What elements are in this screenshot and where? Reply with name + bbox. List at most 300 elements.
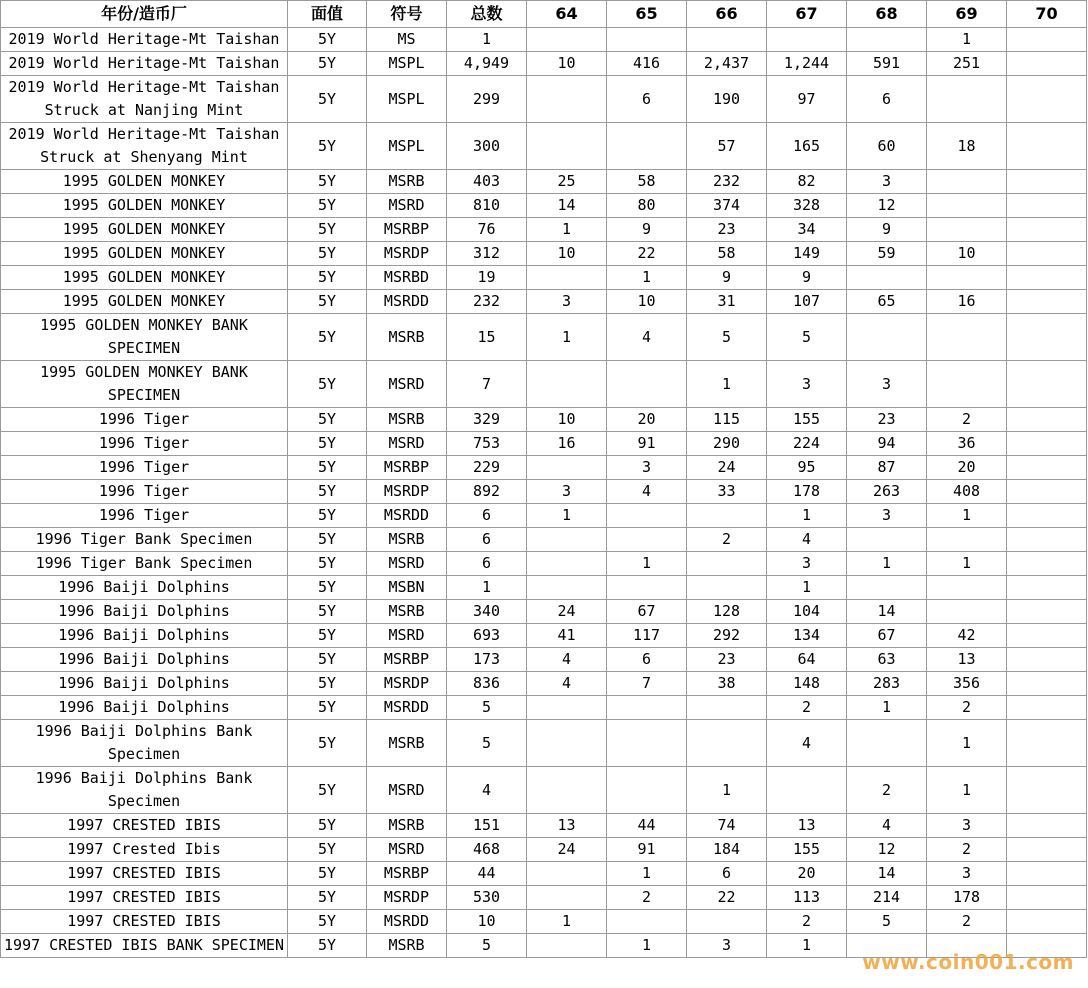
cell-denomination: 5Y — [288, 266, 367, 290]
cell-grade-70 — [1007, 504, 1087, 528]
cell-grade-68: 3 — [847, 361, 927, 408]
cell-grade-66: 232 — [687, 170, 767, 194]
cell-designation: MSRD — [367, 361, 447, 408]
cell-grade-67: 155 — [767, 838, 847, 862]
cell-grade-69: 16 — [927, 290, 1007, 314]
cell-designation: MSPL — [367, 52, 447, 76]
cell-denomination: 5Y — [288, 528, 367, 552]
cell-grade-66: 9 — [687, 266, 767, 290]
cell-total: 6 — [447, 528, 527, 552]
cell-grade-66: 74 — [687, 814, 767, 838]
cell-grade-64 — [527, 720, 607, 767]
cell-grade-64: 10 — [527, 242, 607, 266]
cell-grade-67: 3 — [767, 361, 847, 408]
cell-designation: MSRB — [367, 170, 447, 194]
header-grade-68: 68 — [847, 1, 927, 28]
cell-grade-66 — [687, 910, 767, 934]
cell-name: 1996 Baiji Dolphins — [1, 600, 288, 624]
cell-denomination: 5Y — [288, 720, 367, 767]
cell-grade-64 — [527, 361, 607, 408]
cell-denomination: 5Y — [288, 28, 367, 52]
cell-grade-64 — [527, 76, 607, 123]
cell-grade-70 — [1007, 576, 1087, 600]
cell-grade-66: 22 — [687, 886, 767, 910]
cell-total: 5 — [447, 696, 527, 720]
cell-grade-68: 263 — [847, 480, 927, 504]
table-row — [1, 504, 1087, 528]
cell-grade-64: 1 — [527, 504, 607, 528]
cell-total: 299 — [447, 76, 527, 123]
cell-grade-64: 4 — [527, 648, 607, 672]
cell-total: 232 — [447, 290, 527, 314]
cell-designation: MSRB — [367, 600, 447, 624]
cell-denomination: 5Y — [288, 242, 367, 266]
cell-grade-69: 2 — [927, 838, 1007, 862]
cell-grade-64: 24 — [527, 838, 607, 862]
cell-grade-65: 58 — [607, 170, 687, 194]
table-row — [1, 218, 1087, 242]
cell-grade-67 — [767, 767, 847, 814]
header-row — [1, 1, 1087, 28]
cell-grade-69: 1 — [927, 767, 1007, 814]
cell-grade-64 — [527, 552, 607, 576]
cell-designation: MSRBP — [367, 456, 447, 480]
cell-grade-68: 65 — [847, 290, 927, 314]
cell-grade-70 — [1007, 432, 1087, 456]
cell-grade-69: 1 — [927, 504, 1007, 528]
cell-total: 5 — [447, 934, 527, 958]
cell-grade-70 — [1007, 170, 1087, 194]
cell-grade-66: 2,437 — [687, 52, 767, 76]
table-row — [1, 886, 1087, 910]
table-row — [1, 696, 1087, 720]
cell-denomination: 5Y — [288, 456, 367, 480]
cell-grade-67: 4 — [767, 528, 847, 552]
cell-grade-68: 23 — [847, 408, 927, 432]
cell-grade-70 — [1007, 767, 1087, 814]
cell-designation: MSRDP — [367, 672, 447, 696]
cell-total: 173 — [447, 648, 527, 672]
cell-grade-64 — [527, 28, 607, 52]
cell-total: 5 — [447, 720, 527, 767]
cell-grade-67: 134 — [767, 624, 847, 648]
cell-grade-66: 1 — [687, 767, 767, 814]
cell-total: 300 — [447, 123, 527, 170]
header-grade-69: 69 — [927, 1, 1007, 28]
cell-grade-64 — [527, 456, 607, 480]
watermark: www.coin001.com — [862, 950, 1074, 974]
cell-grade-68: 2 — [847, 767, 927, 814]
cell-grade-69: 3 — [927, 814, 1007, 838]
cell-grade-65: 91 — [607, 432, 687, 456]
table-row — [1, 528, 1087, 552]
cell-designation: MSRDD — [367, 910, 447, 934]
cell-denomination: 5Y — [288, 767, 367, 814]
cell-grade-66 — [687, 552, 767, 576]
cell-name: 1997 CRESTED IBIS — [1, 886, 288, 910]
cell-total: 19 — [447, 266, 527, 290]
cell-denomination: 5Y — [288, 672, 367, 696]
cell-grade-68: 94 — [847, 432, 927, 456]
cell-grade-64: 41 — [527, 624, 607, 648]
cell-designation: MSRBP — [367, 648, 447, 672]
cell-total: 1 — [447, 576, 527, 600]
cell-grade-68: 283 — [847, 672, 927, 696]
cell-grade-65: 416 — [607, 52, 687, 76]
cell-name: 2019 World Heritage-Mt Taishan — [1, 52, 288, 76]
cell-grade-70 — [1007, 528, 1087, 552]
cell-grade-69: 1 — [927, 552, 1007, 576]
cell-denomination: 5Y — [288, 624, 367, 648]
cell-name: 1996 Tiger — [1, 504, 288, 528]
cell-grade-69: 356 — [927, 672, 1007, 696]
cell-grade-65: 4 — [607, 480, 687, 504]
cell-denomination: 5Y — [288, 218, 367, 242]
cell-total: 468 — [447, 838, 527, 862]
cell-grade-68: 63 — [847, 648, 927, 672]
cell-grade-65: 1 — [607, 862, 687, 886]
table-row — [1, 838, 1087, 862]
table-row — [1, 408, 1087, 432]
cell-grade-64: 13 — [527, 814, 607, 838]
cell-grade-67: 5 — [767, 314, 847, 361]
cell-grade-66: 31 — [687, 290, 767, 314]
cell-denomination: 5Y — [288, 361, 367, 408]
cell-grade-70 — [1007, 123, 1087, 170]
table-row — [1, 194, 1087, 218]
cell-grade-65 — [607, 720, 687, 767]
cell-grade-65 — [607, 504, 687, 528]
cell-grade-67: 107 — [767, 290, 847, 314]
cell-grade-64: 4 — [527, 672, 607, 696]
cell-grade-64 — [527, 576, 607, 600]
cell-total: 15 — [447, 314, 527, 361]
cell-grade-65: 6 — [607, 76, 687, 123]
cell-grade-64 — [527, 767, 607, 814]
cell-name: 1995 GOLDEN MONKEY BANK SPECIMEN — [1, 314, 288, 361]
cell-total: 693 — [447, 624, 527, 648]
cell-grade-65: 117 — [607, 624, 687, 648]
cell-grade-65: 2 — [607, 886, 687, 910]
cell-grade-68: 6 — [847, 76, 927, 123]
cell-grade-68 — [847, 576, 927, 600]
cell-grade-64: 1 — [527, 314, 607, 361]
cell-designation: MSBN — [367, 576, 447, 600]
cell-grade-66 — [687, 504, 767, 528]
cell-total: 4,949 — [447, 52, 527, 76]
cell-grade-69 — [927, 576, 1007, 600]
cell-grade-66: 374 — [687, 194, 767, 218]
cell-grade-65: 10 — [607, 290, 687, 314]
cell-grade-66: 292 — [687, 624, 767, 648]
cell-grade-67: 1,244 — [767, 52, 847, 76]
cell-grade-68: 1 — [847, 552, 927, 576]
cell-grade-65: 7 — [607, 672, 687, 696]
cell-grade-69 — [927, 528, 1007, 552]
cell-grade-64: 25 — [527, 170, 607, 194]
cell-grade-66: 190 — [687, 76, 767, 123]
cell-grade-68: 60 — [847, 123, 927, 170]
cell-grade-67: 20 — [767, 862, 847, 886]
cell-grade-66: 24 — [687, 456, 767, 480]
cell-grade-65: 91 — [607, 838, 687, 862]
cell-grade-70 — [1007, 194, 1087, 218]
cell-grade-67: 113 — [767, 886, 847, 910]
cell-designation: MSRB — [367, 528, 447, 552]
cell-denomination: 5Y — [288, 170, 367, 194]
cell-name: 1995 GOLDEN MONKEY BANK SPECIMEN — [1, 361, 288, 408]
cell-total: 6 — [447, 552, 527, 576]
cell-grade-66 — [687, 720, 767, 767]
cell-total: 1 — [447, 28, 527, 52]
cell-grade-67: 1 — [767, 504, 847, 528]
cell-denomination: 5Y — [288, 910, 367, 934]
cell-grade-70 — [1007, 242, 1087, 266]
table-body — [1, 28, 1087, 958]
cell-total: 340 — [447, 600, 527, 624]
cell-grade-66: 6 — [687, 862, 767, 886]
table-row — [1, 76, 1087, 123]
cell-total: 229 — [447, 456, 527, 480]
cell-total: 403 — [447, 170, 527, 194]
cell-grade-65: 9 — [607, 218, 687, 242]
cell-designation: MSPL — [367, 76, 447, 123]
cell-grade-69: 2 — [927, 910, 1007, 934]
cell-name: 1995 GOLDEN MONKEY — [1, 266, 288, 290]
cell-designation: MSRDD — [367, 290, 447, 314]
cell-grade-70 — [1007, 52, 1087, 76]
cell-grade-66: 2 — [687, 528, 767, 552]
cell-grade-69: 2 — [927, 408, 1007, 432]
cell-designation: MSRBP — [367, 218, 447, 242]
header-grade-66: 66 — [687, 1, 767, 28]
cell-designation: MSPL — [367, 123, 447, 170]
cell-grade-69: 20 — [927, 456, 1007, 480]
cell-name: 1996 Baiji Dolphins — [1, 696, 288, 720]
cell-grade-64 — [527, 862, 607, 886]
cell-grade-67: 4 — [767, 720, 847, 767]
cell-grade-70 — [1007, 314, 1087, 361]
table-row — [1, 814, 1087, 838]
cell-grade-66: 23 — [687, 648, 767, 672]
cell-grade-65 — [607, 123, 687, 170]
cell-name: 1995 GOLDEN MONKEY — [1, 242, 288, 266]
cell-grade-65 — [607, 910, 687, 934]
table-row — [1, 314, 1087, 361]
cell-grade-69 — [927, 194, 1007, 218]
cell-grade-67: 224 — [767, 432, 847, 456]
cell-name: 1996 Tiger — [1, 432, 288, 456]
cell-grade-68 — [847, 528, 927, 552]
cell-grade-69 — [927, 314, 1007, 361]
cell-grade-64: 1 — [527, 910, 607, 934]
cell-denomination: 5Y — [288, 934, 367, 958]
cell-designation: MSRB — [367, 814, 447, 838]
cell-grade-70 — [1007, 361, 1087, 408]
cell-grade-70 — [1007, 648, 1087, 672]
cell-grade-65: 67 — [607, 600, 687, 624]
cell-denomination: 5Y — [288, 290, 367, 314]
cell-grade-64: 10 — [527, 52, 607, 76]
cell-grade-66: 23 — [687, 218, 767, 242]
table-row — [1, 266, 1087, 290]
header-grade-64: 64 — [527, 1, 607, 28]
header-grade-65: 65 — [607, 1, 687, 28]
table-row — [1, 290, 1087, 314]
cell-grade-69 — [927, 218, 1007, 242]
cell-grade-70 — [1007, 862, 1087, 886]
cell-grade-69: 1 — [927, 28, 1007, 52]
cell-grade-65: 22 — [607, 242, 687, 266]
cell-name: 2019 World Heritage-Mt Taishan — [1, 28, 288, 52]
cell-denomination: 5Y — [288, 314, 367, 361]
table-row — [1, 600, 1087, 624]
cell-designation: MSRDD — [367, 696, 447, 720]
cell-name: 1995 GOLDEN MONKEY — [1, 290, 288, 314]
cell-grade-70 — [1007, 886, 1087, 910]
cell-name: 1996 Tiger — [1, 456, 288, 480]
table-row — [1, 52, 1087, 76]
cell-grade-67: 104 — [767, 600, 847, 624]
cell-grade-65: 3 — [607, 456, 687, 480]
cell-name: 1996 Tiger Bank Specimen — [1, 528, 288, 552]
cell-designation: MSRDP — [367, 886, 447, 910]
cell-grade-67: 95 — [767, 456, 847, 480]
cell-grade-69: 42 — [927, 624, 1007, 648]
cell-grade-67: 149 — [767, 242, 847, 266]
cell-denomination: 5Y — [288, 408, 367, 432]
cell-name: 1996 Tiger — [1, 408, 288, 432]
cell-designation: MS — [367, 28, 447, 52]
cell-grade-69: 3 — [927, 862, 1007, 886]
cell-grade-67: 328 — [767, 194, 847, 218]
cell-grade-69: 36 — [927, 432, 1007, 456]
cell-name: 1996 Baiji Dolphins — [1, 648, 288, 672]
cell-designation: MSRB — [367, 314, 447, 361]
cell-grade-66: 3 — [687, 934, 767, 958]
cell-denomination: 5Y — [288, 696, 367, 720]
cell-total: 6 — [447, 504, 527, 528]
cell-name: 1995 GOLDEN MONKEY — [1, 170, 288, 194]
table-row — [1, 170, 1087, 194]
cell-denomination: 5Y — [288, 814, 367, 838]
cell-grade-67: 178 — [767, 480, 847, 504]
cell-grade-69 — [927, 76, 1007, 123]
header-total: 总数 — [447, 1, 527, 28]
cell-denomination: 5Y — [288, 76, 367, 123]
cell-grade-70 — [1007, 672, 1087, 696]
cell-denomination: 5Y — [288, 432, 367, 456]
cell-grade-69: 408 — [927, 480, 1007, 504]
cell-grade-68: 3 — [847, 170, 927, 194]
cell-grade-69 — [927, 266, 1007, 290]
cell-designation: MSRB — [367, 934, 447, 958]
cell-designation: MSRD — [367, 767, 447, 814]
cell-grade-64 — [527, 886, 607, 910]
cell-grade-67: 2 — [767, 910, 847, 934]
cell-total: 810 — [447, 194, 527, 218]
cell-grade-69: 18 — [927, 123, 1007, 170]
cell-name: 2019 World Heritage-Mt Taishan Struck at Shenyang Mint — [1, 123, 288, 170]
cell-name: 1997 CRESTED IBIS — [1, 910, 288, 934]
cell-grade-64: 16 — [527, 432, 607, 456]
cell-grade-68: 14 — [847, 600, 927, 624]
table-row — [1, 432, 1087, 456]
cell-grade-64: 10 — [527, 408, 607, 432]
cell-grade-67: 1 — [767, 934, 847, 958]
cell-denomination: 5Y — [288, 194, 367, 218]
cell-grade-64 — [527, 934, 607, 958]
cell-total: 836 — [447, 672, 527, 696]
cell-grade-68: 4 — [847, 814, 927, 838]
header-year-mint: 年份/造币厂 — [1, 1, 288, 28]
header-grade-67: 67 — [767, 1, 847, 28]
cell-denomination: 5Y — [288, 886, 367, 910]
cell-grade-67: 82 — [767, 170, 847, 194]
cell-grade-66 — [687, 576, 767, 600]
cell-grade-70 — [1007, 456, 1087, 480]
cell-denomination: 5Y — [288, 480, 367, 504]
cell-grade-64: 24 — [527, 600, 607, 624]
cell-grade-68: 14 — [847, 862, 927, 886]
table-row — [1, 720, 1087, 767]
cell-total: 76 — [447, 218, 527, 242]
cell-designation: MSRDD — [367, 504, 447, 528]
cell-grade-68 — [847, 28, 927, 52]
cell-total: 329 — [447, 408, 527, 432]
cell-denomination: 5Y — [288, 648, 367, 672]
cell-grade-68: 12 — [847, 838, 927, 862]
cell-grade-67: 13 — [767, 814, 847, 838]
cell-grade-65: 4 — [607, 314, 687, 361]
cell-grade-64 — [527, 528, 607, 552]
cell-grade-65 — [607, 361, 687, 408]
cell-designation: MSRD — [367, 432, 447, 456]
cell-grade-68: 12 — [847, 194, 927, 218]
cell-grade-68: 59 — [847, 242, 927, 266]
table-row — [1, 480, 1087, 504]
cell-designation: MSRD — [367, 194, 447, 218]
cell-grade-68 — [847, 720, 927, 767]
cell-designation: MSRBP — [367, 862, 447, 886]
cell-grade-66: 58 — [687, 242, 767, 266]
table-row — [1, 242, 1087, 266]
cell-total: 44 — [447, 862, 527, 886]
cell-name: 1996 Tiger Bank Specimen — [1, 552, 288, 576]
cell-grade-66: 1 — [687, 361, 767, 408]
cell-grade-67 — [767, 28, 847, 52]
cell-grade-66 — [687, 28, 767, 52]
header-designation: 符号 — [367, 1, 447, 28]
table-row — [1, 672, 1087, 696]
cell-grade-66: 290 — [687, 432, 767, 456]
cell-name: 2019 World Heritage-Mt Taishan Struck at Nanjing Mint — [1, 76, 288, 123]
cell-grade-69: 251 — [927, 52, 1007, 76]
cell-designation: MSRDP — [367, 480, 447, 504]
cell-grade-69: 2 — [927, 696, 1007, 720]
header-grade-70: 70 — [1007, 1, 1087, 28]
cell-grade-70 — [1007, 600, 1087, 624]
cell-name: 1996 Tiger — [1, 480, 288, 504]
cell-total: 10 — [447, 910, 527, 934]
cell-grade-69 — [927, 170, 1007, 194]
cell-total: 7 — [447, 361, 527, 408]
cell-grade-69 — [927, 361, 1007, 408]
cell-denomination: 5Y — [288, 838, 367, 862]
cell-denomination: 5Y — [288, 552, 367, 576]
cell-grade-65: 80 — [607, 194, 687, 218]
cell-grade-64 — [527, 696, 607, 720]
